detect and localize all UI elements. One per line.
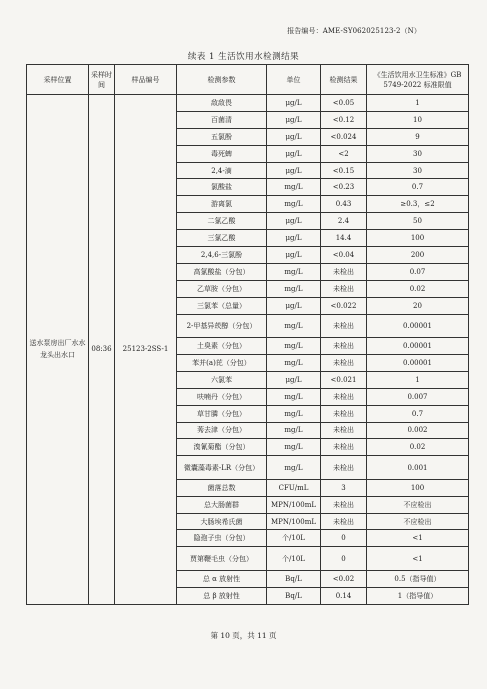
cell-param: 土臭素（分包） [177,338,267,355]
header-sample-id: 样品编号 [115,65,177,95]
cell-param: 总 β 放射性 [177,587,267,604]
cell-unit: 个/10L [267,530,321,547]
cell-limit: 0.007 [367,388,469,405]
cell-limit: 0.7 [367,405,469,422]
cell-result: <2 [321,145,367,162]
cell-limit: 0.7 [367,179,469,196]
cell-param: 氯酸盐 [177,179,267,196]
cell-param: 总大肠菌群 [177,496,267,513]
cell-result: <0.15 [321,162,367,179]
results-table [26,64,469,605]
cell-result: 3 [321,479,367,496]
header-param: 检测参数 [177,65,267,95]
cell-unit: μg/L [267,128,321,145]
cell-result: <0.02 [321,570,367,587]
cell-unit: MPN/100mL [267,496,321,513]
cell-limit: 1 [367,371,469,388]
cell-result: 未检出 [321,388,367,405]
cell-unit: μg/L [267,230,321,247]
cell-result: 未检出 [321,280,367,297]
cell-unit: μg/L [267,247,321,264]
header-limit: 《生活饮用水卫生标准》GB 5749-2022 标准限值 [367,65,469,95]
cell-result: <0.05 [321,95,367,112]
cell-param: 莠去津（分包） [177,422,267,439]
cell-result: 未检出 [321,314,367,338]
cell-limit: ≥0.3，≤2 [367,196,469,213]
cell-param: 微囊藻毒素-LR（分包） [177,456,267,480]
cell-limit: 不应检出 [367,513,469,530]
cell-result: 2.4 [321,213,367,230]
cell-result: 0.14 [321,587,367,604]
cell-param: 2,4-滴 [177,162,267,179]
cell-param: 贾第鞭毛虫（分包） [177,547,267,571]
cell-result: 未检出 [321,513,367,530]
cell-limit: 0.00001 [367,354,469,371]
cell-result: 0.43 [321,196,367,213]
cell-limit: 0.5（指导值） [367,570,469,587]
cell-param: 三氯乙酸 [177,230,267,247]
cell-param: 五氯酚 [177,128,267,145]
cell-unit: CFU/mL [267,479,321,496]
merged-location: 送水泵房出厂水水龙头出水口 [27,95,89,605]
cell-result: <0.024 [321,128,367,145]
cell-limit: 20 [367,297,469,314]
cell-param: 2-甲基异莰醇（分包） [177,314,267,338]
cell-unit: mg/L [267,196,321,213]
header-result: 检测结果 [321,65,367,95]
cell-unit: μg/L [267,371,321,388]
cell-param: 敌敌畏 [177,95,267,112]
cell-unit: mg/L [267,338,321,355]
cell-unit: mg/L [267,314,321,338]
cell-limit: 0.00001 [367,314,469,338]
cell-param: 百菌清 [177,111,267,128]
header-location: 采样位置 [27,65,89,95]
cell-result: 未检出 [321,456,367,480]
table-body [27,95,469,605]
cell-limit: 0.07 [367,263,469,280]
cell-result: <0.12 [321,111,367,128]
cell-result: 未检出 [321,439,367,456]
cell-result: 未检出 [321,354,367,371]
cell-result: 未检出 [321,422,367,439]
table-title: 续表 1 生活饮用水检测结果 [187,52,300,62]
cell-param: 呋喃丹（分包） [177,388,267,405]
cell-unit: μg/L [267,213,321,230]
cell-param: 草甘膦（分包） [177,405,267,422]
cell-unit: Bq/L [267,587,321,604]
cell-unit: mg/L [267,405,321,422]
cell-limit: 0.00001 [367,338,469,355]
cell-unit: mg/L [267,354,321,371]
cell-limit: 50 [367,213,469,230]
cell-unit: mg/L [267,456,321,480]
cell-limit: 30 [367,162,469,179]
cell-limit: <1 [367,530,469,547]
cell-unit: μg/L [267,162,321,179]
cell-param: 二氯乙酸 [177,213,267,230]
cell-unit: mg/L [267,280,321,297]
cell-unit: MPN/100mL [267,513,321,530]
cell-unit: μg/L [267,111,321,128]
cell-limit: 0.002 [367,422,469,439]
cell-limit: 0.001 [367,456,469,480]
cell-limit: <1 [367,547,469,571]
cell-param: 毒死蜱 [177,145,267,162]
cell-result: <0.23 [321,179,367,196]
cell-unit: mg/L [267,439,321,456]
cell-limit: 0.02 [367,280,469,297]
cell-limit: 30 [367,145,469,162]
report-number: 报告编号：AME-SY062025123-2（N） [287,27,421,35]
header-unit: 单位 [267,65,321,95]
page-footer: 第 10 页，共 11 页 [210,631,277,640]
cell-unit: mg/L [267,263,321,280]
cell-result: 0 [321,530,367,547]
cell-unit: μg/L [267,95,321,112]
cell-limit: 1 [367,95,469,112]
cell-limit: 0.02 [367,439,469,456]
cell-unit: μg/L [267,145,321,162]
table-row [27,95,469,112]
merged-time: 08:36 [89,95,115,605]
cell-param: 大肠埃希氏菌 [177,513,267,530]
cell-result: 0 [321,547,367,571]
cell-param: 六氯苯 [177,371,267,388]
cell-param: 溴氰菊酯（分包） [177,439,267,456]
cell-limit: 100 [367,479,469,496]
cell-param: 乙草胺（分包） [177,280,267,297]
header-time: 采样时间 [89,65,115,95]
cell-limit: 9 [367,128,469,145]
cell-result: <0.021 [321,371,367,388]
cell-result: <0.022 [321,297,367,314]
cell-unit: mg/L [267,422,321,439]
cell-limit: 100 [367,230,469,247]
cell-param: 隐孢子虫（分包） [177,530,267,547]
cell-param: 游离氯 [177,196,267,213]
table-header-row [27,65,469,95]
merged-sample-id: 25123-2SS-1 [115,95,177,605]
cell-limit: 不应检出 [367,496,469,513]
cell-result: 未检出 [321,263,367,280]
cell-result: <0.04 [321,247,367,264]
cell-unit: μg/L [267,297,321,314]
cell-param: 高氯酸盐（分包） [177,263,267,280]
cell-limit: 1（指导值） [367,587,469,604]
cell-result: 未检出 [321,496,367,513]
cell-unit: mg/L [267,179,321,196]
cell-param: 苯并(a)芘（分包） [177,354,267,371]
cell-unit: Bq/L [267,570,321,587]
cell-result: 未检出 [321,405,367,422]
cell-param: 菌落总数 [177,479,267,496]
cell-limit: 10 [367,111,469,128]
cell-unit: mg/L [267,388,321,405]
cell-limit: 200 [367,247,469,264]
cell-param: 2,4,6-三氯酚 [177,247,267,264]
cell-param: 三氯苯（总量） [177,297,267,314]
cell-param: 总 α 放射性 [177,570,267,587]
cell-result: 14.4 [321,230,367,247]
cell-unit: 个/10L [267,547,321,571]
cell-result: 未检出 [321,338,367,355]
